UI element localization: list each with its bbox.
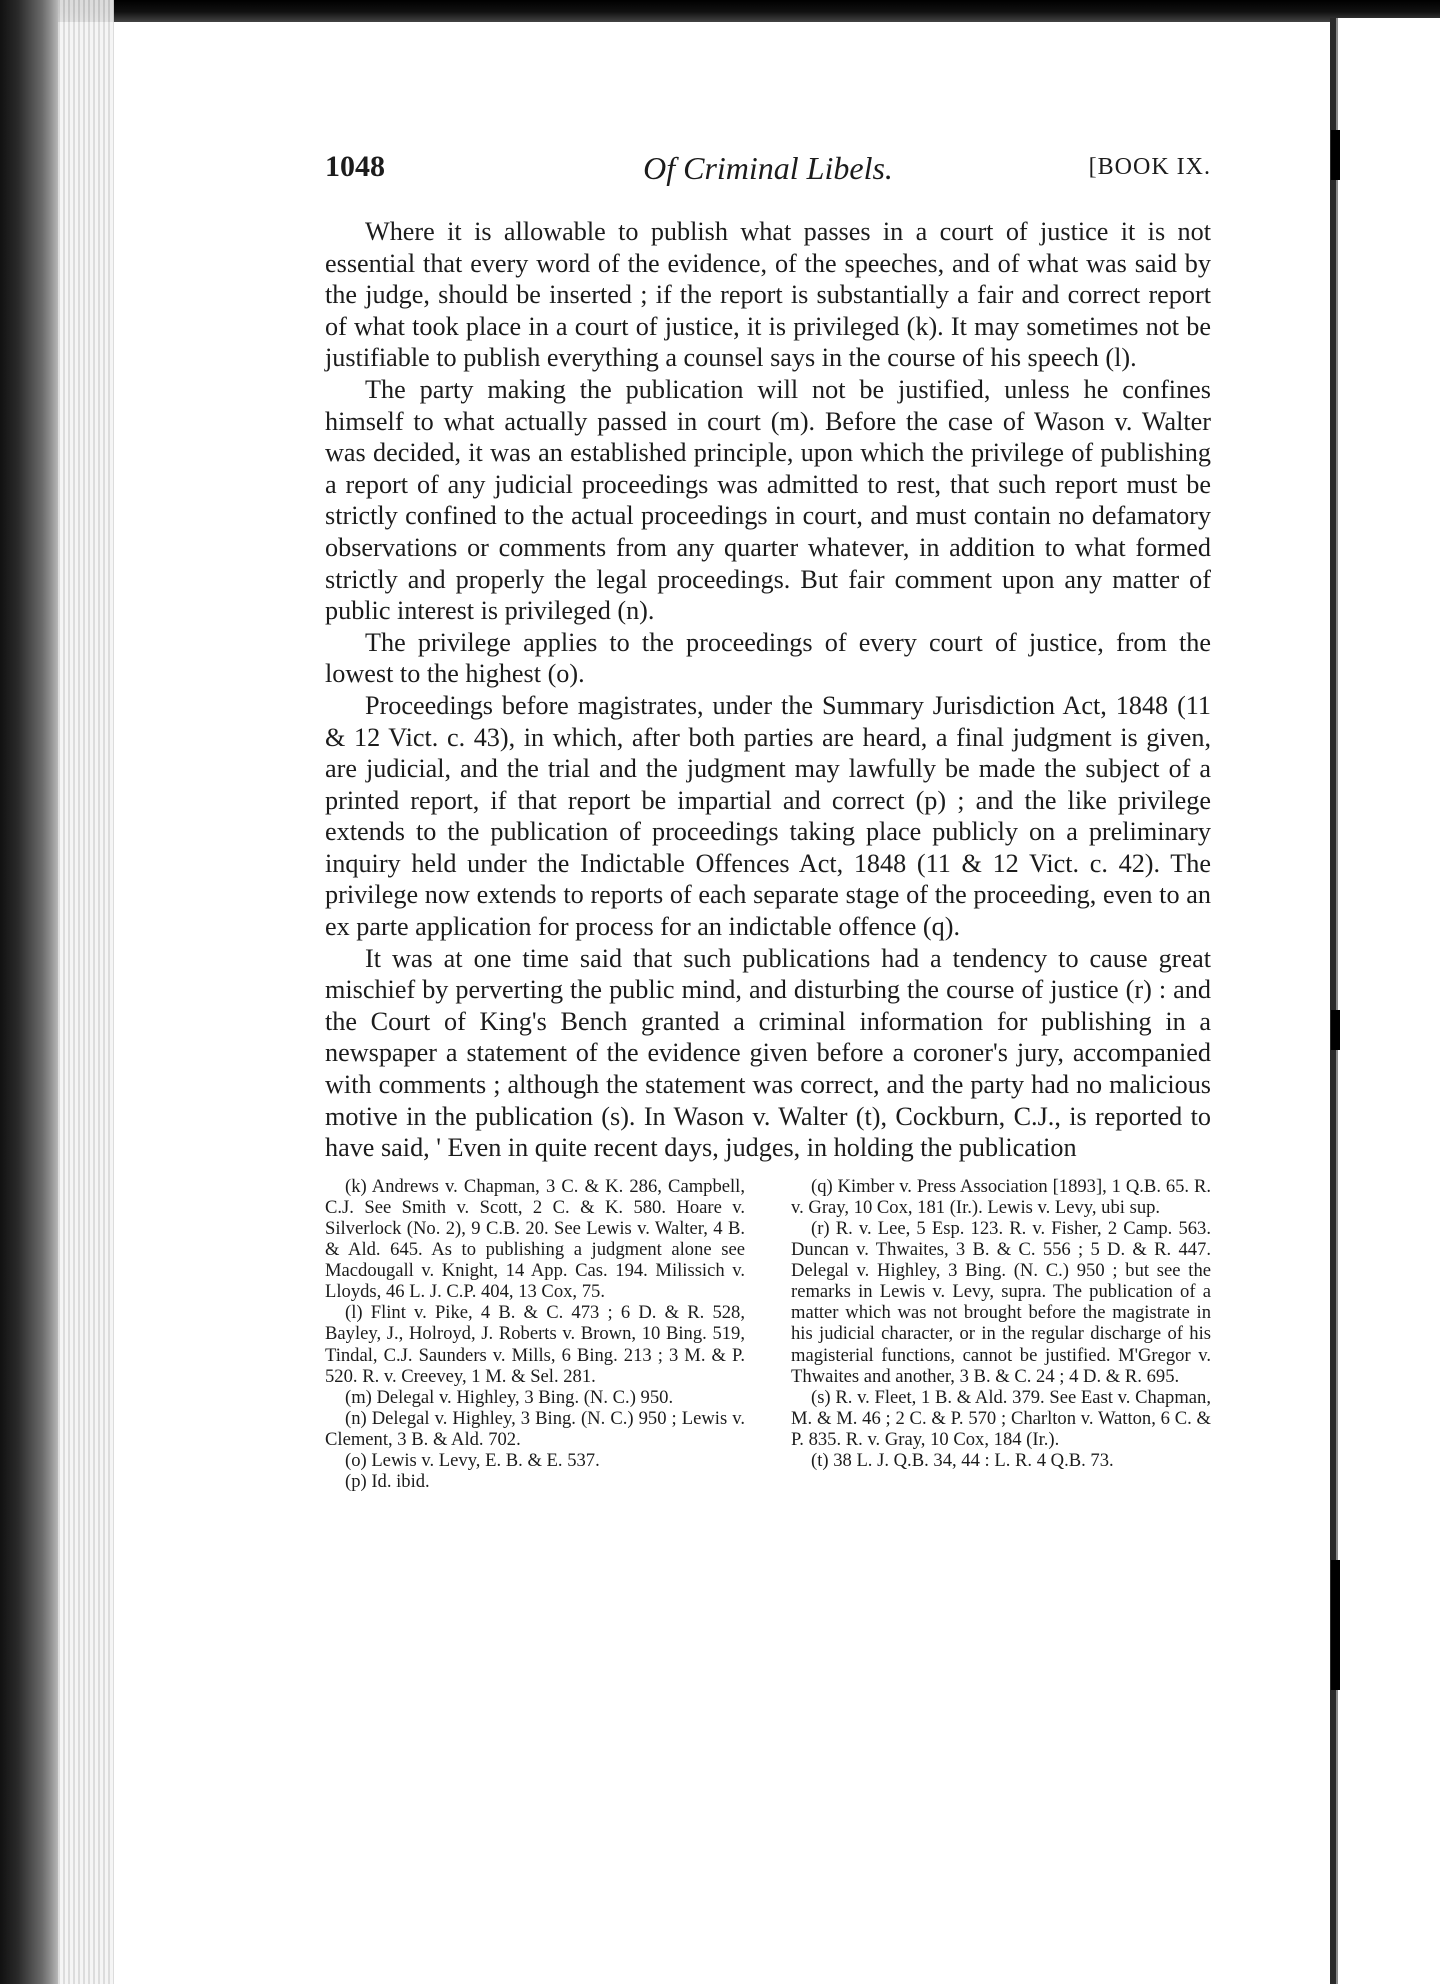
footnote: (m) Delegal v. Highley, 3 Bing. (N. C.) 950.: [345, 1386, 674, 1408]
footnote: (s) R. v. Fleet, 1 B. & Ald. 379. See East v. Chapman, M. & M. 46 ; 2 C. & P. 570 ; Charlton v. Watton, 6 C. & P. 835. R. v. Gray, 10 Cox, 184 (Ir.).: [791, 1386, 1211, 1450]
facing-page-mark: [1331, 1010, 1340, 1050]
paragraph: The privilege applies to the proceedings of every court of justice, from the lowest to the highest (o).: [325, 627, 1211, 689]
footnote: (n) Delegal v. Highley, 3 Bing. (N. C.) 950 ; Lewis v. Clement, 3 B. & Ald. 702.: [325, 1407, 745, 1450]
main-text: [325, 216, 1211, 1164]
footnote: (l) Flint v. Pike, 4 B. & C. 473 ; 6 D. & R. 528, Bayley, J., Holroyd, J. Roberts v. Brown, 10 Bing. 519, Tindal, C.J. Saunders v. Mills, 6 Bing. 213 ; 3 M. & P. 520. R. v. Creevey, 1 M. & Sel. 281.: [325, 1302, 745, 1387]
paragraph: The party making the publication will not be justified, unless he confines himself to what actually passed in court (m). Before the case of Wason v. Walter was decided, it was an established principle, upon which the privilege of publishing a report of any judicial proceedings was admitted to rest, that such report must be strictly confined to the actual proceedings in court, and must contain no defamatory observations or comments from any quarter whatever, in addition to what formed strictly and properly the legal proceedings. But fair comment upon any matter of public interest is privileged (n).: [325, 374, 1211, 626]
paragraph: Where it is allowable to publish what passes in a court of justice it is not essential that every word of the evidence, of the speeches, and of what was said by the judge, should be inserted ; if the report is substantially a fair and correct report of what took place in a court of justice, it is privileged (k). It may sometimes not be justifiable to publish everything a counsel says in the course of his speech (l).: [325, 217, 1211, 373]
footnotes-right-column: [791, 1176, 1211, 1492]
footnote: (o) Lewis v. Levy, E. B. & E. 537.: [345, 1450, 600, 1472]
paragraph: It was at one time said that such publications had a tendency to cause great mischief by perverting the public mind, and disturbing the course of justice (r) : and the Court of King's Bench granted a criminal information for publishing in a newspaper a statement of the evidence given before a coroner's jury, accompanied with comments ; although the statement was correct, and the party had no malicious motive in the publication (s). In Wason v. Walter (t), Cockburn, C.J., is reported to have said, ' Even in quite recent days, judges, in holding the publication: [325, 943, 1211, 1163]
page-stack-edges: [58, 0, 114, 1984]
scan-top-edge: [0, 0, 1440, 22]
footnote: (r) R. v. Lee, 5 Esp. 123. R. v. Fisher, 2 Camp. 563. Duncan v. Thwaites, 3 B. & C. 556 ; 5 D. & R. 447. Delegal v. Highley, 3 Bing. (N. C.) 950 ; but see the remarks in Lewis v. Levy, supra. The publication of a matter which was not brought before the magistrate in his judicial character, or in the regular discharge of his magisterial functions, cannot be justified. M'Gregor v. Thwaites and another, 3 B. & C. 24 ; 4 D. & R. 695.: [791, 1218, 1211, 1387]
footnote: (p) Id. ibid.: [345, 1471, 430, 1493]
book-spine-shadow: [0, 0, 58, 1984]
footnotes: [325, 1176, 1211, 1492]
facing-page-mark: [1331, 1560, 1340, 1690]
footnote: (t) 38 L. J. Q.B. 34, 44 : L. R. 4 Q.B. 73.: [811, 1450, 1114, 1472]
page-number: 1048: [325, 150, 385, 183]
footnote: (k) Andrews v. Chapman, 3 C. & K. 286, Campbell, C.J. See Smith v. Scott, 2 C. & K. 580. Hoare v. Silverlock (No. 2), 9 C.B. 20. See Lewis v. Walter, 4 B. & Ald. 645. As to publishing a judgment alone see Macdougall v. Knight, 14 App. Cas. 194. Milissich v. Lloyds, 46 L. J. C.P. 404, 13 Cox, 75.: [325, 1175, 745, 1303]
footnote: (q) Kimber v. Press Association [1893], 1 Q.B. 65. R. v. Gray, 10 Cox, 181 (Ir.). Lewis v. Levy, ubi sup.: [791, 1175, 1211, 1218]
footnotes-left-column: [325, 1176, 745, 1492]
running-title: Of Criminal Libels.: [643, 150, 893, 186]
book-page: [325, 150, 1211, 1492]
facing-page-mark: [1331, 130, 1340, 180]
page-header: [325, 150, 1211, 206]
book-label: [BOOK IX.: [1088, 154, 1211, 180]
paragraph: Proceedings before magistrates, under the Summary Jurisdiction Act, 1848 (11 & 12 Vict. c. 43), in which, after both parties are heard, a final judgment is given, are judicial, and the trial and the judgment may lawfully be made the subject of a printed report, if that report be impartial and correct (p) ; and the like privilege extends to the publication of proceedings taking place publicly on a preliminary inquiry held under the Indictable Offences Act, 1848 (11 & 12 Vict. c. 42). The privilege now extends to reports of each separate stage of the proceeding, even to an ex parte application for process for an indictable offence (q).: [325, 690, 1211, 942]
facing-page: [1336, 18, 1440, 1984]
